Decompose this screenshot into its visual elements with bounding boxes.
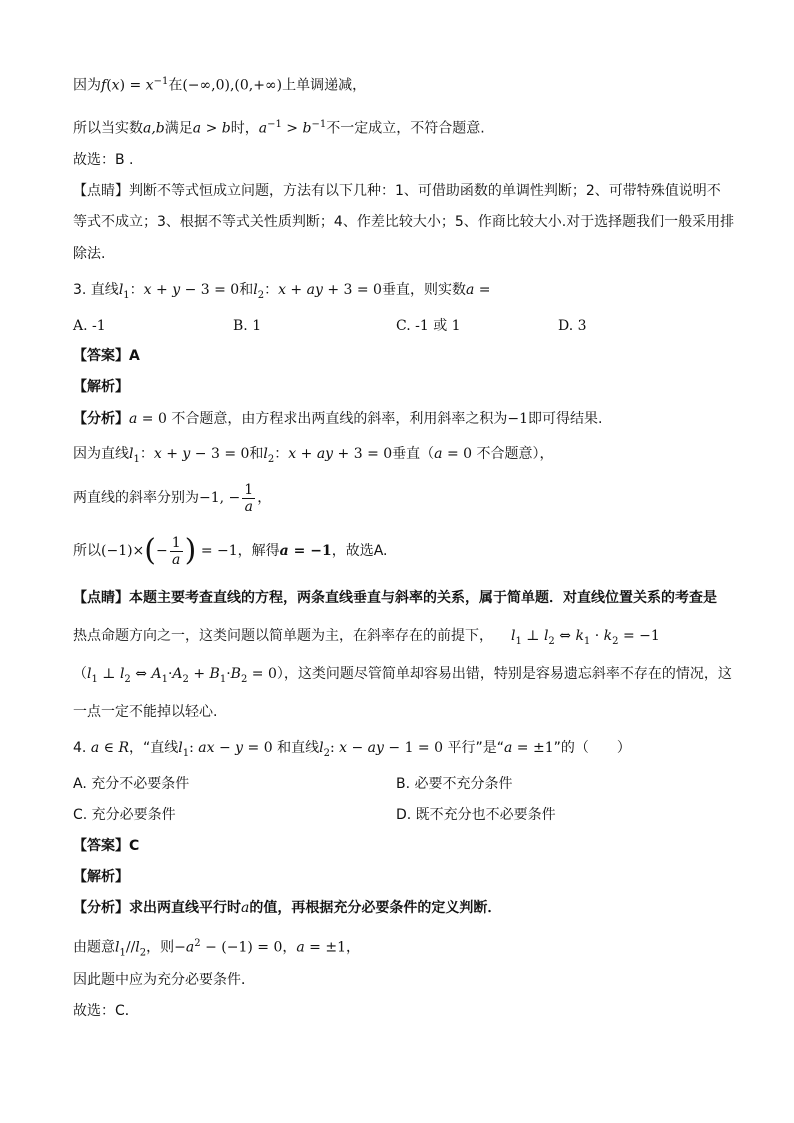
tip-line-1: 【点睛】判断不等式恒成立问题，方法有以下几种：1、可借助函数的单调性判断；2、可带特殊值说明不 <box>73 183 721 199</box>
q4-analysis-heading: 【解析】 <box>73 869 129 885</box>
q4-option-a[interactable]: A. 充分不必要条件 <box>73 776 190 792</box>
q3-tip-2: 热点命题方向之一，这类问题以简单题为主，在斜率存在的前提下， $l_1$ ⊥ $l_2$ ⇔ $k_1 \cdot k_2 = -1$ <box>73 628 660 647</box>
q4-choice: 故选：C． <box>73 1003 139 1019</box>
q3-option-a[interactable]: A. -1 <box>73 318 106 334</box>
question-3: 3. 直线$l_1$：x + y − 3 = 0和$l_2$：x + ay + 3 = 0垂直，则实数a = <box>73 282 491 301</box>
q3-tip-3: （$l_1$ ⊥ $l_2$ ⇔ $A_1\cdot A_2 + B_1\cdot B_2 = 0$），这类问题尽管简单却容易出错，特别是容易遗忘斜率不存在的情况，这 <box>73 666 732 685</box>
q3-option-b[interactable]: B. 1 <box>233 318 262 334</box>
q3-step-3: 所以(−1)×(− $\frac{1}{a}$ ) = −1，解得a = −1，故选A. <box>73 533 388 568</box>
line-monotonic: 因为$f(x) = x^{-1}$在(−∞,0),(0,+∞)上单调递减， <box>73 76 367 94</box>
q3-analysis-heading: 【解析】 <box>73 379 129 395</box>
q3-answer: 【答案】A <box>73 348 140 364</box>
q4-step-2: 因此题中应为充分必要条件． <box>73 972 255 988</box>
answer-choice-b: 故选：B . <box>73 152 134 168</box>
q3-analysis: 【分析】a = 0 不合题意，由方程求出两直线的斜率，利用斜率之积为−1即可得结果. <box>73 411 603 427</box>
q4-option-b[interactable]: B. 必要不充分条件 <box>396 776 513 792</box>
q3-tip-1: 【点睛】本题主要考查直线的方程，两条直线垂直与斜率的关系，属于简单题．对直线位置关系的考查是 <box>73 590 717 606</box>
q4-option-d[interactable]: D. 既不充分也不必要条件 <box>396 807 556 823</box>
math-fx: f <box>101 77 107 94</box>
question-4: 4. a ∈ R，“直线$l_1$: ax − y = 0 和直线$l_2$: x − ay − 1 = 0 平行”是“a = ±1”的（ ） <box>73 740 631 759</box>
tip-line-3: 除法. <box>73 246 106 262</box>
fraction: $\frac{1}{a}$ <box>171 534 181 568</box>
tip-line-2: 等式不成立；3、根据不等式关性质判断；4、作差比较大小；5、作商比较大小.对于选择题我们一般采用排 <box>73 214 735 230</box>
q3-tip-4: 一点一定不能掉以轻心. <box>73 704 218 720</box>
q4-option-c[interactable]: C. 充分必要条件 <box>73 807 176 823</box>
q3-option-c[interactable]: C. -1 或 1 <box>396 318 461 334</box>
math-intervals: (−∞,0),(0,+∞) <box>182 77 283 94</box>
q4-analysis: 【分析】求出两直线平行时a的值，再根据充分必要条件的定义判断． <box>73 900 502 916</box>
line-conclusion: 所以当实数a,b满足a > b时，$a^{-1} > b^{-1}$不一定成立，不符合题意. <box>73 119 485 137</box>
fraction: $\frac{1}{a}$ <box>244 481 254 515</box>
q4-answer: 【答案】C <box>73 838 140 854</box>
q4-step-1: 由题意$l_1//l_2$，则$-a^2 - (-1) = 0$，a = ±1， <box>73 938 360 959</box>
q3-step-1: 因为直线$l_1$：x + y − 3 = 0和$l_2$：x + ay + 3 = 0垂直（a = 0 不合题意）， <box>73 446 554 465</box>
q3-option-d[interactable]: D. 3 <box>558 318 587 334</box>
q3-step-2: 两直线的斜率分别为−1, − $\frac{1}{a}$ ， <box>73 481 272 515</box>
